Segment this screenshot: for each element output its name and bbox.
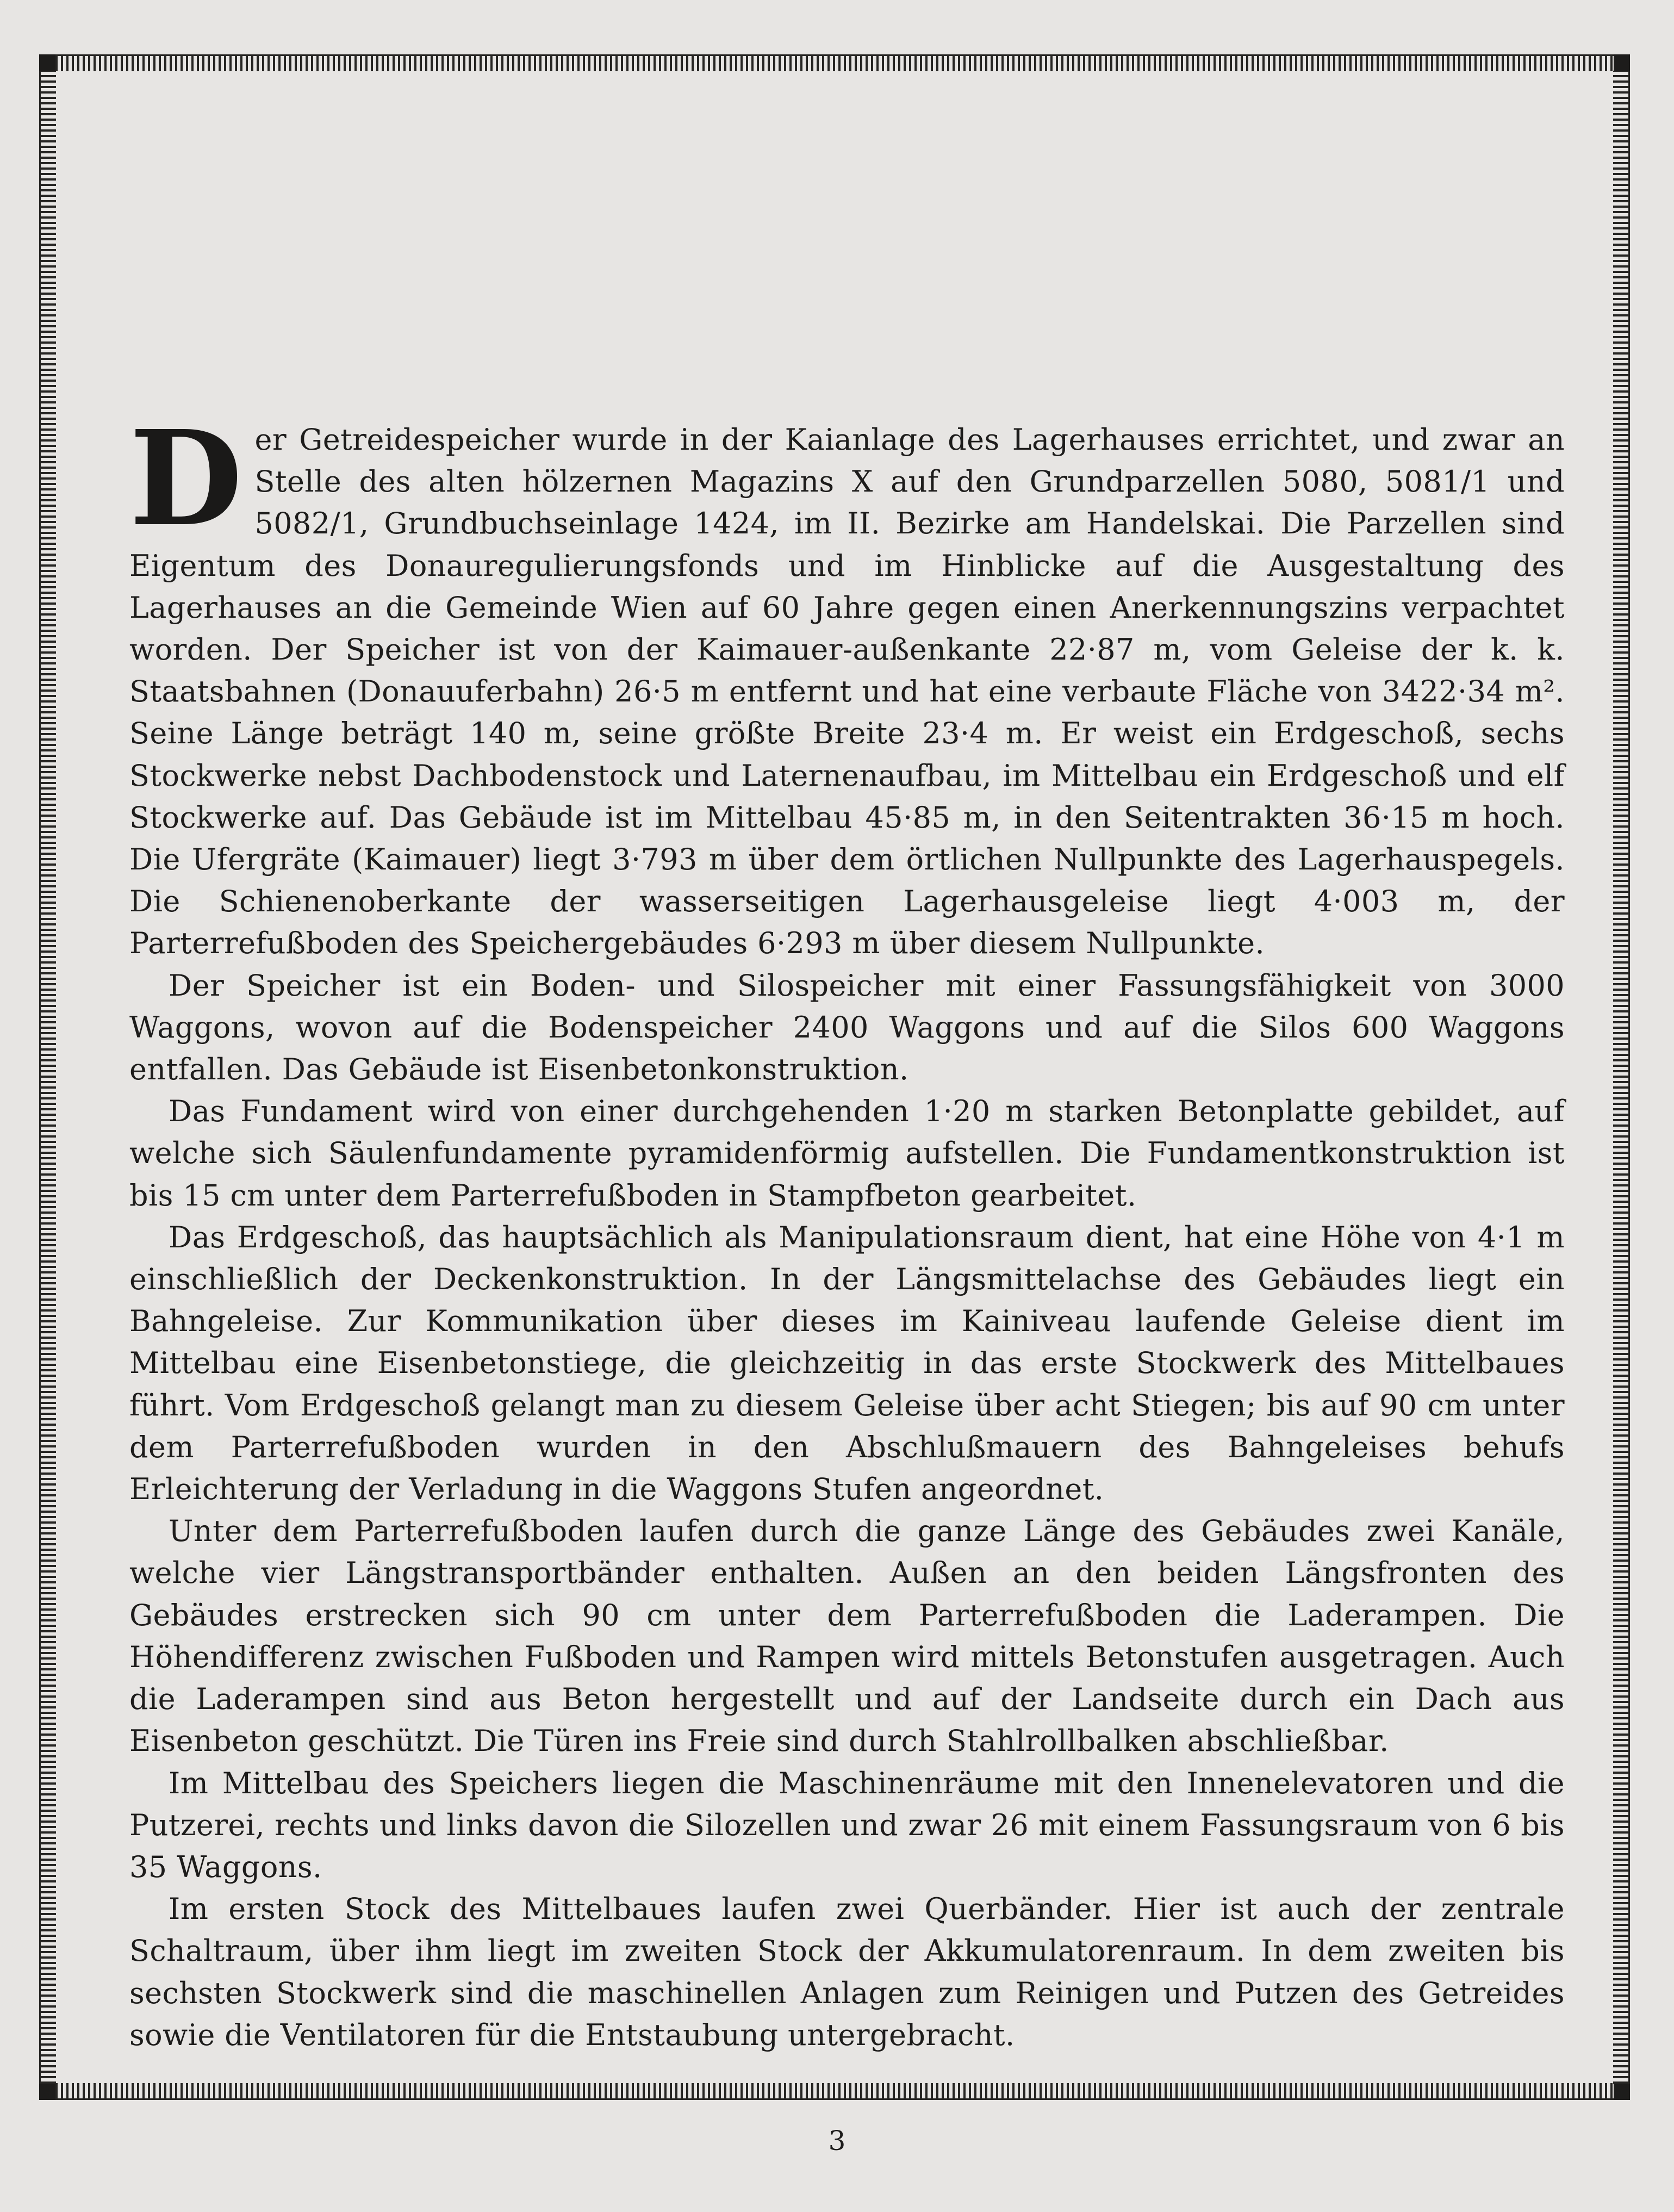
border-top: [55, 54, 1614, 71]
border-corner-bottom-left: [39, 2084, 55, 2100]
border-corner-bottom-right: [1614, 2084, 1630, 2100]
paragraph-6: Im Mittelbau des Speichers liegen die Maschinenräume mit den Innenelevatoren und die Putzerei, rechts und links davon die Silozellen und zwar 26 mit einem Fassungsraum von 6 bis 35 Waggons.: [129, 1766, 1565, 1884]
paragraph-1-text: er Getreidespeicher wurde in der Kaianlage des Lagerhauses errichtet, und zwar an Stelle des alten hölzernen Magazins X auf den Grundparzellen 5080, 5081/1 und 5082/1, Grundbuchseinlage 1424, im II. Bezirke am Handelskai. Die Parzellen sind Eigentum des Donauregulierungsfonds und im Hinblicke auf die Ausgestaltung des Lagerhauses an die Gemeinde Wien auf 60 Jahre gegen einen Anerkennungszins verpachtet worden. Der Speicher ist von der Kaimauer-außenkante 22·87 m, vom Geleise der k. k. Staatsbahnen (Donauuferbahn) 26·5 m entfernt und hat eine verbaute Fläche von 3422·34 m². Seine Länge beträgt 140 m, seine größte Breite 23·4 m. Er weist ein Erdgeschoß, sechs Stockwerke nebst Dachbodenstock und Laternenaufbau, im Mittelbau ein Erdgeschoß und elf Stockwerke auf. Das Gebäude ist im Mittelbau 45·85 m, in den Seitentrakten 36·15 m hoch. Die Ufergräte (Kaimauer) liegt 3·793 m über dem örtlichen Nullpunkte des Lagerhauspegels. Die Schienenoberkante der wasserseitigen Lagerhausgeleise liegt 4·003 m, der Parterrefußboden des Speichergebäudes 6·293 m über diesem Nullpunkte.: [129, 422, 1565, 961]
paragraph-3: Das Fundament wird von einer durchgehenden 1·20 m starken Betonplatte gebildet, auf welche sich Säulenfundamente pyramidenförmig aufstellen. Die Fundamentkonstruktion ist bis 15 cm unter dem Parterrefußboden in Stampfbeton gearbeitet.: [129, 1094, 1565, 1213]
paragraph-4: Das Erdgeschoß, das hauptsächlich als Manipulationsraum dient, hat eine Höhe von 4·1 m einschließlich der Deckenkonstruktion. In der Längsmittelachse des Gebäudes liegt ein Bahngeleise. Zur Kommunikation über dieses im Kainiveau laufende Geleise dient im Mittelbau eine Eisenbetonstiege, die gleichzeitig in das erste Stockwerk des Mittelbaues führt. Vom Erdgeschoß gelangt man zu diesem Geleise über acht Stiegen; bis auf 90 cm unter dem Parterrefußboden wurden in den Abschlußmauern des Bahngeleises behufs Erleichterung der Verladung in die Waggons Stufen angeordnet.: [129, 1220, 1565, 1507]
border-corner-top-right: [1614, 54, 1630, 71]
paragraph-5: Unter dem Parterrefußboden laufen durch die ganze Länge des Gebäudes zwei Kanäle, welche vier Längstransportbänder enthalten. Außen an den beiden Längsfronten des Gebäudes erstrecken sich 90 cm unter dem Parterrefußboden die Laderampen. Die Höhendifferenz zwischen Fußboden und Rampen wird mittels Betonstufen ausgetragen. Auch die Laderampen sind aus Beton hergestellt und auf der Landseite durch ein Dach aus Eisenbeton geschützt. Die Türen ins Freie sind durch Stahlrollbalken abschließbar.: [129, 1514, 1565, 1759]
border-bottom: [55, 2083, 1614, 2100]
paragraph-1: [129, 402, 1565, 965]
border-left: [39, 71, 56, 2084]
border-corner-top-left: [39, 54, 55, 71]
page-number: 3: [828, 2125, 846, 2157]
drop-cap: D: [129, 402, 243, 555]
paragraph-7: Im ersten Stock des Mittelbaues laufen zwei Querbänder. Hier ist auch der zentrale Schaltraum, über ihm liegt im zweiten Stock der Akkumulatorenraum. In dem zweiten bis sechsten Stockwerk sind die maschinellen Anlagen zum Reinigen und Putzen des Getreides sowie die Ventilatoren für die Entstaubung untergebracht.: [129, 1892, 1565, 2052]
paragraph-2: Der Speicher ist ein Boden- und Silospeicher mit einer Fassungsfähigkeit von 3000 Waggons, wovon auf die Bodenspeicher 2400 Waggons und auf die Silos 600 Waggons entfallen. Das Gebäude ist Eisenbetonkonstruktion.: [129, 968, 1565, 1087]
body-text: [129, 402, 1565, 2056]
border-right: [1613, 71, 1630, 2084]
